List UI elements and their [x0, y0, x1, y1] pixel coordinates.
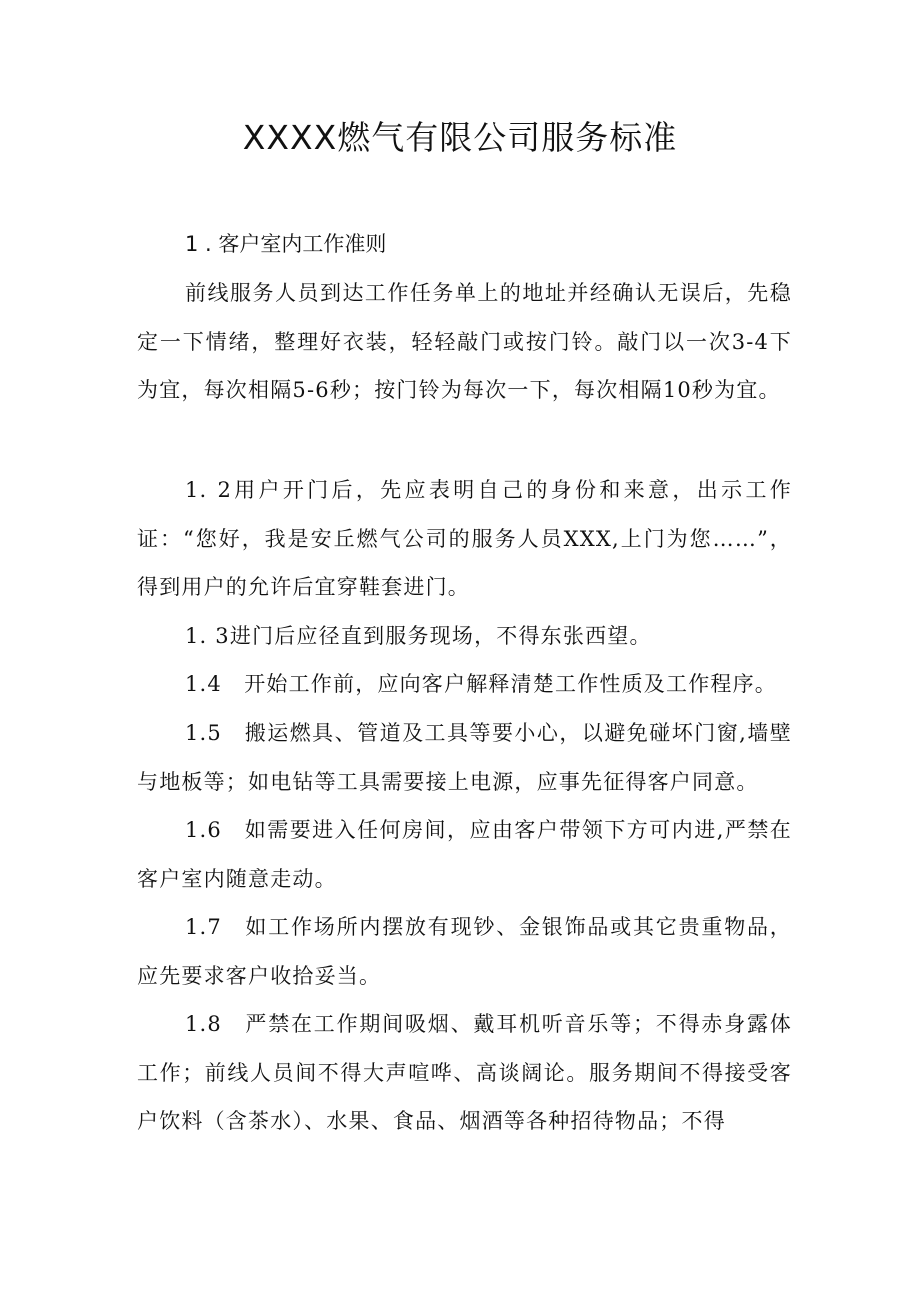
paragraph-1-8: 1.8 严禁在工作期间吸烟、戴耳机听音乐等；不得赤身露体工作；前线人员间不得大声喧哗、高谈阔论。服务期间不得接受客户饮料（含茶水）、水果、食品、烟酒等各种招待物品；不得: [137, 1012, 792, 1133]
paragraph-1-1: 前线服务人员到达工作任务单上的地址并经确认无误后，先稳定一下情绪，整理好衣装，轻轻敲门或按门铃。敲门以一次3-4下为宜，每次相隔5-6秒；按门铃为每次一下，每次相隔10秒为宜。: [137, 281, 792, 402]
paragraph-1-3: 1. 3进门后应径直到服务现场，不得东张西望。: [185, 624, 652, 648]
paragraph-1-6: 1.6 如需要进入任何房间，应由客户带领下方可内进,严禁在客户室内随意走动。: [137, 818, 792, 891]
paragraph-1-2: 1. 2用户开门后，先应表明自己的身份和来意，出示工作证：“您好，我是安丘燃气公司的服务人员XXX,上门为您……”，得到用户的允许后宜穿鞋套进门。: [137, 478, 792, 599]
paragraph-1-7: 1.7 如工作场所内摆放有现钞、金银饰品或其它贵重物品，应先要求客户收拾妥当。: [137, 915, 792, 988]
document-title: XXXX燃气有限公司服务标准: [242, 118, 678, 157]
paragraph-1-5: 1.5 搬运燃具、管道及工具等要小心，以避免碰坏门窗,墙壁与地板等；如电钻等工具需要接上电源，应事先征得客户同意。: [137, 721, 792, 794]
section-heading: 1 . 客户室内工作准则: [185, 232, 387, 256]
paragraph-1-4: 1.4 开始工作前，应向客户解释清楚工作性质及工作程序。: [185, 672, 777, 696]
